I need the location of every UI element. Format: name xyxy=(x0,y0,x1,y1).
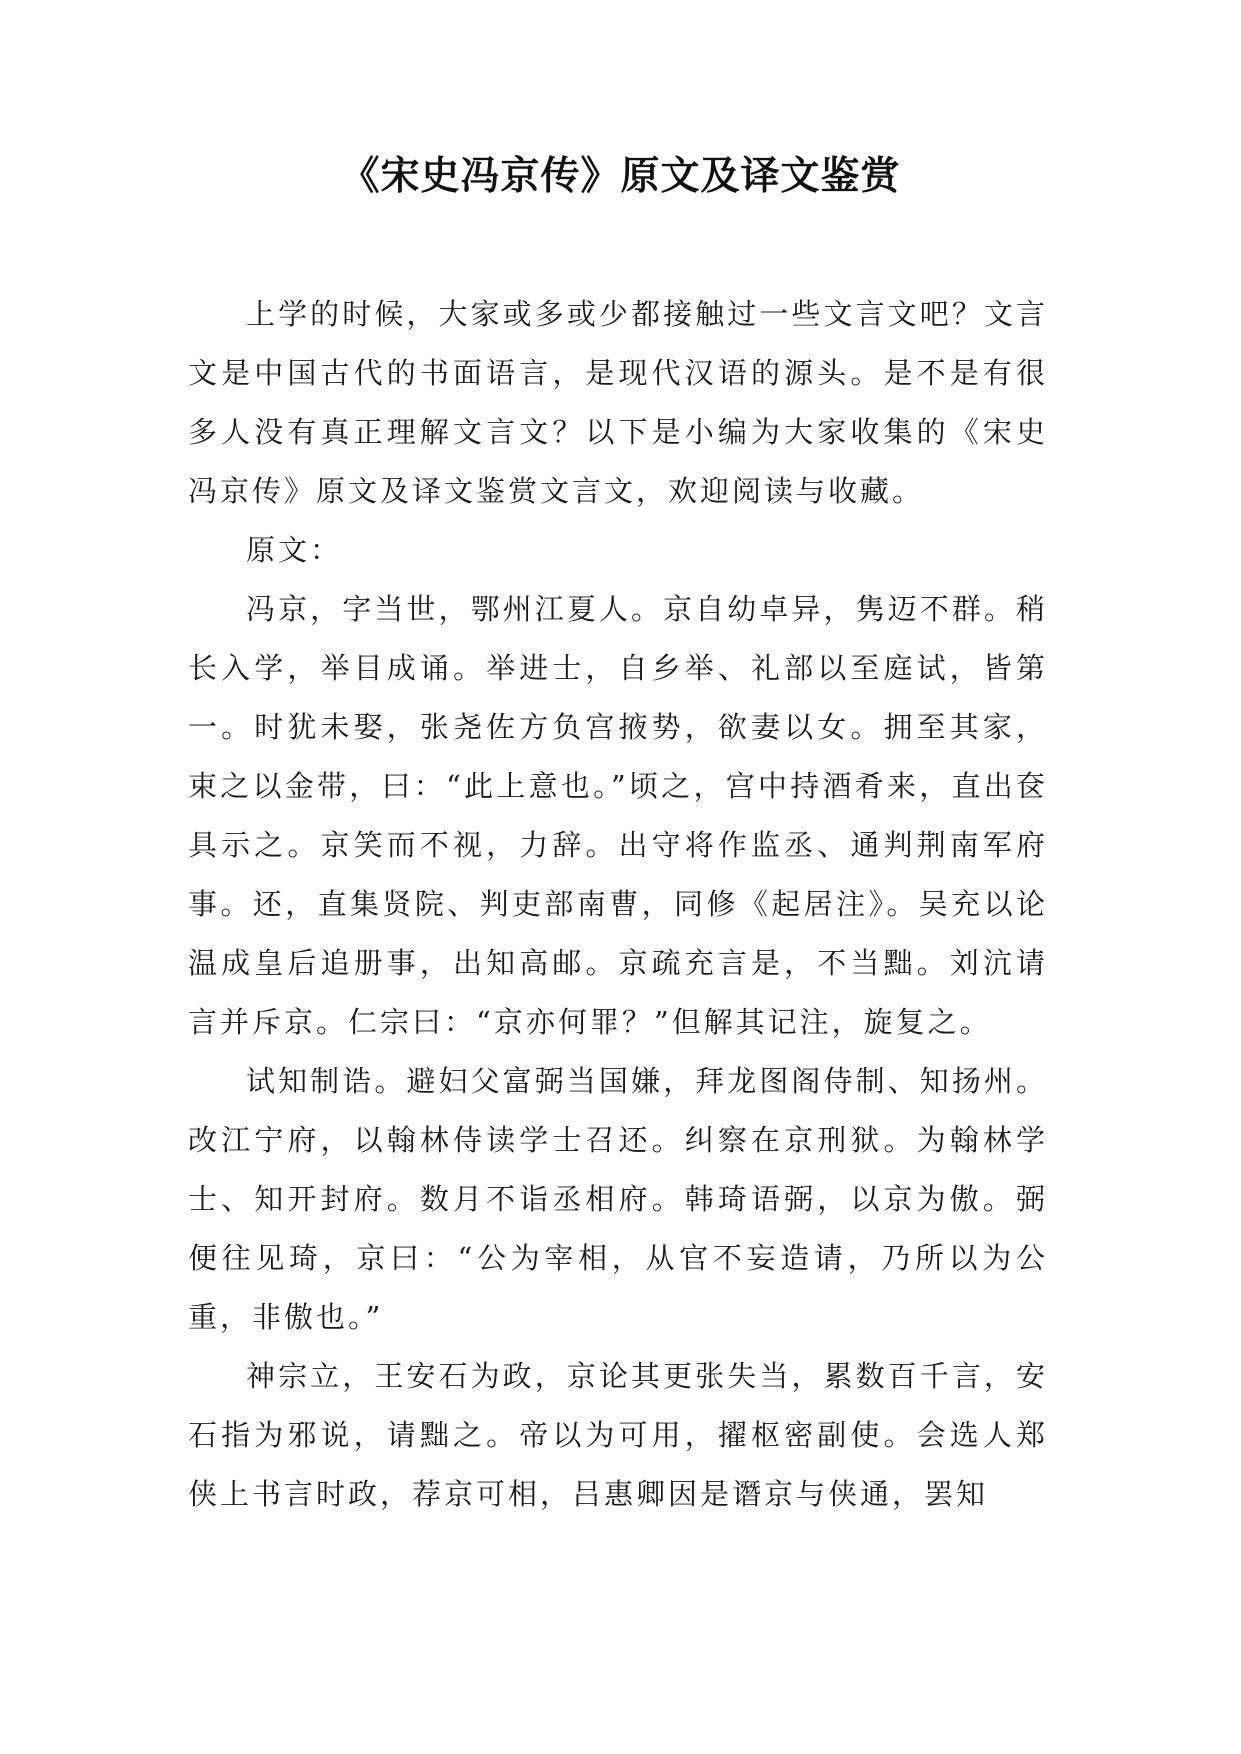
intro-paragraph: 上学的时候，大家或多或少都接触过一些文言文吧？文言文是中国古代的书面语言，是现代汉语的源头。是不是有很多人没有真正理解文言文？以下是小编为大家收集的《宋史冯京传》原文及译文鉴赏文言文，欢迎阅读与收藏。 xyxy=(188,297,1048,508)
document-body xyxy=(188,285,1048,1524)
section-heading-original: 原文： xyxy=(246,533,343,567)
text-paragraph: 神宗立，王安石为政，京论其更张失当，累数百千言，安石指为邪说，请黜之。帝以为可用，擢枢密副使。会选人郑侠上书言时政，荐京可相，吕惠卿因是谮京与侠通，罢知 xyxy=(188,1359,1048,1511)
text-paragraph: 试知制诰。避妇父富弼当国嫌，拜龙图阁侍制、知扬州。改江宁府，以翰林侍读学士召还。纠察在京刑狱。为翰林学士、知开封府。数月不诣丞相府。韩琦语弼，以京为傲。弼便往见琦，京曰：“公为宰相，从官不妄造请，乃所以为公重，非傲也。” xyxy=(188,1064,1048,1334)
document-title: 《宋史冯京传》原文及译文鉴赏 xyxy=(340,154,901,199)
text-paragraph: 冯京，字当世，鄂州江夏人。京自幼卓异，隽迈不群。稍长入学，举目成诵。举进士，自乡举、礼部以至庭试，皆第一。时犹未娶，张尧佐方负宫掖势，欲妻以女。拥至其家，束之以金带，曰：“此上意也。”顷之，宫中持酒肴来，直出奁具示之。京笑而不视，力辞。出守将作监丞、通判荆南军府事。还，直集贤院、判吏部南曹，同修《起居注》。吴充以论温成皇后追册事，出知高邮。京疏充言是，不当黜。刘沆请言并斥京。仁宗曰：“京亦何罪？”但解其记注，旋复之。 xyxy=(188,592,1048,1039)
